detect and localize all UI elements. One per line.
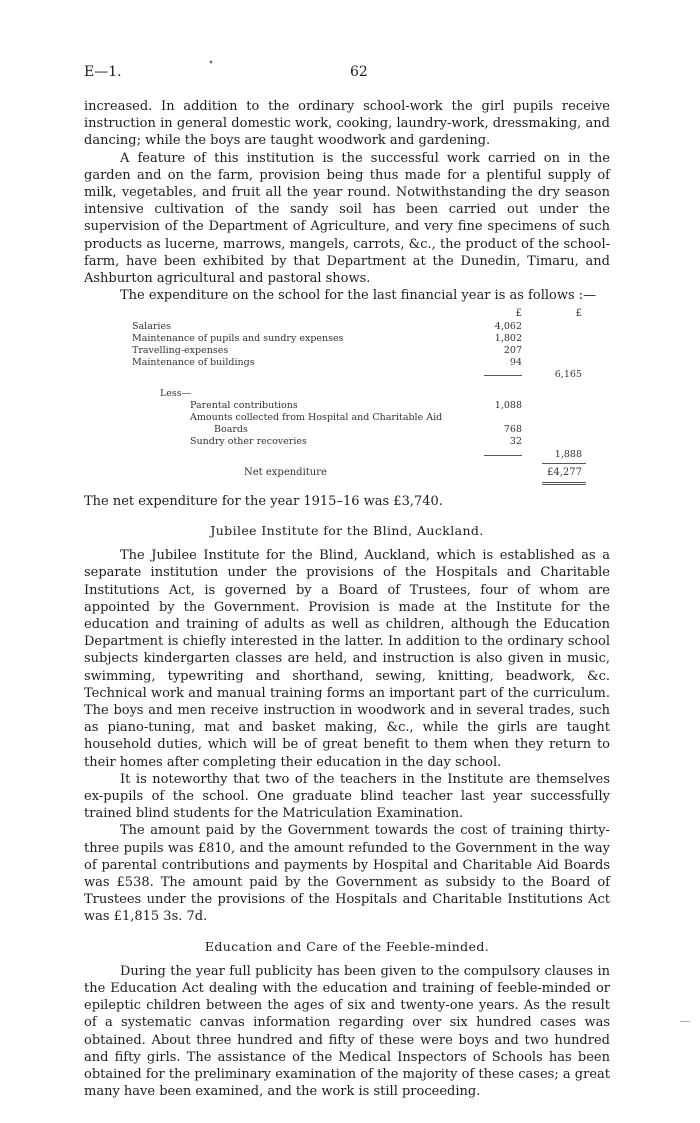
subtotal-rule (484, 455, 522, 456)
total-rule (542, 463, 586, 464)
paragraph-feeble-1: During the year full publicity has been given to the compulsory clauses in the Education Act dealing with the education and training of feeble-minded or epileptic children between the ages of six and twenty-one years. As the result of a systematic canvas information regarding over six hundred cases was obtained. About three hundred and fifty of these were boys and two hundred and fifty girls. The assistance of the Medical Inspectors of Schools has been obtained for the preliminary examination of the majority of these cases; a great many have been examined, and the work is still proceeding. (84, 963, 610, 1100)
net-total: £4,277 (547, 466, 582, 478)
scan-speck: • (208, 58, 214, 69)
expense-row (84, 345, 610, 357)
deduction-label: Amounts collected from Hospital and Charitable Aid (190, 411, 443, 423)
expenditure-table (84, 308, 610, 484)
paragraph-continued: increased. In addition to the ordinary school-work the girl pupils receive instruction in general domestic work, cooking, laundry-work, dressmaking, and dancing; while the boys are taught woodwork and gardening. (84, 99, 610, 149)
expense-amount: 1,802 (494, 332, 522, 344)
deduction-row (84, 412, 610, 424)
gross-total: 6,165 (554, 369, 582, 381)
page-body (84, 98, 610, 1100)
deduction-row (84, 436, 610, 448)
deduction-label: Sundry other recoveries (190, 436, 307, 448)
deduction-amount: 32 (509, 436, 522, 448)
deduction-row (84, 400, 610, 412)
expense-label: Maintenance of pupils and sundry expenses (132, 332, 344, 344)
scan-margin-mark: — (680, 1016, 690, 1027)
deduction-amount: 1,088 (494, 399, 522, 411)
net-label: Net expenditure (244, 466, 327, 478)
less-label: Less— (160, 387, 192, 399)
deduction-label: Boards (214, 424, 248, 436)
gross-total-row (84, 369, 610, 381)
paragraph-expenditure-intro: The expenditure on the school for the last financial year is as follows :— (120, 288, 597, 304)
deduction-amount: 768 (503, 424, 522, 436)
paragraph-farm: A feature of this institution is the successful work carried on in the garden and on the farm, provision being thus made for a plentiful supply of milk, vegetables, and fruit all the year round. Notwithstanding the dry season intensive cultivation of the sandy soil has been carried out under the supervision of the Department of Agriculture, and very fine specimens of such products as lucerne, marrows, mangels, carrots, &c., the product of the school-farm, have been exhibited by that Department at the Dunedin, Timaru, and Ashburton agricultural and pastoral shows. (84, 150, 610, 287)
expense-row (84, 321, 610, 333)
page-header-ref: E—1. (84, 64, 122, 80)
double-rule (542, 482, 586, 485)
deductions-total: 1,888 (554, 448, 582, 460)
currency-header-1: £ (515, 308, 522, 320)
paragraph-jubilee-1: The Jubilee Institute for the Blind, Auckland, which is established as a separate institution under the provisions of the Hospitals and Charitable Institutions Act, is governed by a Board of Trustees, four of whom are appointed by the Government. Provision is made at the Institute for the education and training of adults as well as children, although the Education Department is chiefly interested in the latter. In addition to the ordinary school subjects kindergarten classes are held, and instruction is also given in music, swimming, typewriting and shorthand, sewing, knitting, beadwork, &c. Technical work and manual training forms an important part of the curriculum. The boys and men receive instruction in woodwork and in several trades, such as piano-tuning, mat and basket making, &c., while the girls are taught household duties, which will be of great benefit to them when they return to their homes after completing their education in the day school. (84, 548, 610, 770)
paragraph-jubilee-3: The amount paid by the Government towards the cost of training thirty-three pupils was £810, and the amount refunded to the Government in the way of parental contributions and payments by Hospital and Charitable Aid Boards was £538. The amount paid by the Government as subsidy to the Board of Trustees under the provisions of the Hospitals and Charitable Institutions Act was £1,815 3s. 7d. (84, 823, 610, 925)
expense-row (84, 357, 610, 369)
expense-amount: 207 (503, 345, 522, 356)
expense-label: Salaries (132, 320, 171, 332)
deduction-row (84, 424, 610, 436)
deductions-total-row (84, 449, 610, 461)
expense-label: Travelling-expenses (132, 345, 229, 356)
section-heading-feeble-minded: Education and Care of the Feeble-minded. (204, 938, 490, 954)
expense-label: Maintenance of buildings (132, 357, 255, 369)
net-previous-year: The net expenditure for the year 1915–16 was £3,740. (84, 493, 443, 509)
currency-header-2: £ (575, 308, 582, 320)
section-heading-jubilee: Jubilee Institute for the Blind, Auckland. (210, 522, 484, 538)
net-row (84, 467, 610, 481)
paragraph-jubilee-2: It is noteworthy that two of the teachers in the Institute are themselves ex-pupils of the school. One graduate blind teacher last year successfully trained blind students for the Matriculation Examination. (84, 771, 610, 822)
expense-amount: 94 (509, 357, 522, 369)
expense-row (84, 333, 610, 345)
deduction-label: Parental contributions (190, 399, 298, 411)
less-row (84, 388, 610, 400)
page-number: 62 (350, 64, 368, 80)
expense-amount: 4,062 (494, 320, 522, 332)
subtotal-rule (484, 375, 522, 376)
